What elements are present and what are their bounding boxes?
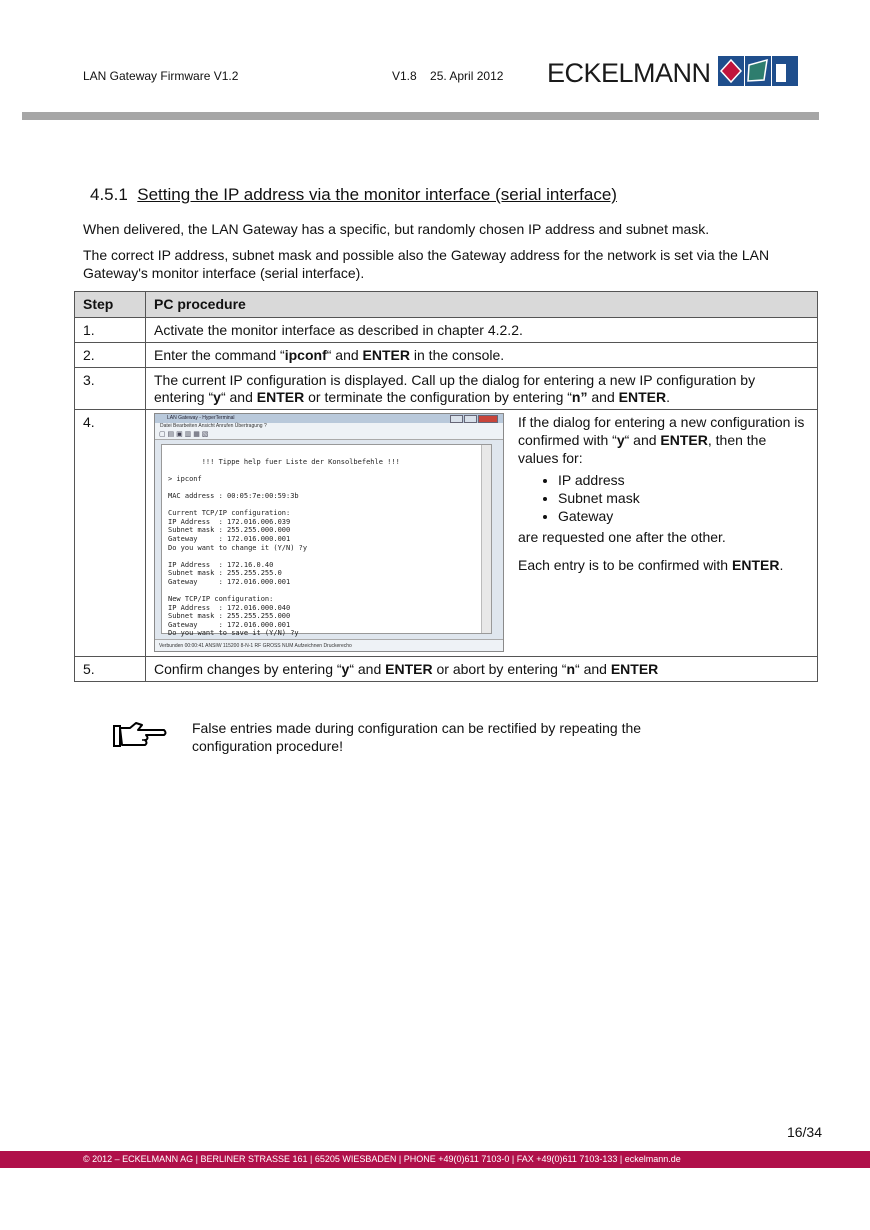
- step-column-header: Step: [75, 292, 146, 318]
- step-number: 3.: [75, 368, 146, 410]
- step-4-description: [518, 413, 809, 652]
- terminal-scrollbar: [481, 445, 491, 633]
- table-row: [75, 343, 818, 368]
- terminal-output: [161, 444, 492, 638]
- pointing-hand-icon: [112, 720, 168, 748]
- note-text: False entries made during configuration can be rectified by repeating the configuration procedure!: [192, 720, 642, 754]
- step-text: The current IP configuration is displayed. Call up the dialog for entering a new IP configuration by entering “y“ and ENTER or terminate the configuration by entering “n” and ENTER.: [146, 368, 818, 410]
- section-number: 4.5.1: [90, 185, 128, 204]
- version-date: V1.8 25. April 2012: [392, 69, 504, 83]
- hyperterminal-screenshot: [154, 413, 504, 652]
- procedure-column-header: PC procedure: [146, 292, 818, 318]
- step-text: are requested one after the other.: [518, 529, 726, 545]
- header-rule: [22, 112, 819, 120]
- footer-bar: [0, 1151, 870, 1168]
- list-item: • Subnet mask: [558, 489, 809, 507]
- value-list: [518, 471, 809, 525]
- footer-text: © 2012 – ECKELMANN AG | BERLINER STRASSE 161 | 65205 WIESBADEN | PHONE +49(0)611 7103-0 | FAX +49(0)611 7103-133 | eckelmann.de: [83, 1154, 681, 1164]
- procedure-table: [74, 291, 818, 682]
- intro-paragraph-1: When delivered, the LAN Gateway has a specific, but randomly chosen IP address and subnet mask.: [83, 221, 710, 237]
- step-text: Confirm changes by entering “y“ and ENTER or abort by entering “n“ and ENTER: [146, 657, 818, 682]
- step-number: 5.: [75, 657, 146, 682]
- minimize-icon: [450, 415, 463, 423]
- list-item: • IP address: [558, 471, 809, 489]
- terminal-title: LAN Gateway - HyperTerminal: [155, 414, 503, 423]
- company-logo-icon: [718, 56, 798, 86]
- document-title: LAN Gateway Firmware V1.2: [83, 69, 239, 83]
- section-title: Setting the IP address via the monitor interface (serial interface): [137, 185, 617, 204]
- step-number: 2.: [75, 343, 146, 368]
- maximize-icon: [464, 415, 477, 423]
- company-logo-text: ECKELMANN: [547, 58, 711, 88]
- step-number: 4.: [75, 410, 146, 657]
- intro-paragraph-2: The correct IP address, subnet mask and possible also the Gateway address for the network is set via the LAN Gateway's monitor interface (serial interface).: [83, 247, 770, 281]
- terminal-text: !!! Tippe help fuer Liste der Konsolbefehle !!! > ipconf MAC address : 00:05:7e:00:59:3b Current TCP/IP configuration: IP Address : 172.016.006.039 Subnet mask : 255.255.000.000 Gateway : 172.016.000.001 Do you want to change it (Y/N) ?y IP Address : 172.16.0.40 Subnet mask : 255.255.255.0 Gateway : 172.016.000.001 New TCP/IP configuration: IP Address : 172.016.000.040 Subnet mask : 255.255.255.000 Gateway : 172.016.000.001 Do you want to save it (Y/N) ?y: [168, 457, 400, 638]
- table-row: [75, 657, 818, 682]
- terminal-toolbar: ▢ ▤ ▣ ▥ ▦ ▧: [155, 430, 503, 440]
- table-header-row: [75, 292, 818, 318]
- table-row: [75, 410, 818, 657]
- step-content: [146, 410, 818, 657]
- page-number: 16/34: [786, 1124, 822, 1140]
- section-heading: [90, 185, 617, 205]
- table-row: [75, 318, 818, 343]
- step-text: Activate the monitor interface as described in chapter 4.2.2.: [146, 318, 818, 343]
- terminal-status-bar: Verbunden 00:00:41 ANSIW 115200 8-N-1 RF GROSS NUM Aufzeichnen Druckerecho: [155, 639, 503, 651]
- step-text: Enter the command “ipconf“ and ENTER in the console.: [146, 343, 818, 368]
- step-number: 1.: [75, 318, 146, 343]
- step-text: If the dialog for entering a new configuration is confirmed with “y“ and ENTER, then the values for:: [518, 414, 805, 466]
- close-icon: [478, 415, 498, 423]
- list-item: • Gateway: [558, 507, 809, 525]
- terminal-menu: Datei Bearbeiten Ansicht Anrufen Übertragung ?: [155, 423, 503, 430]
- table-row: [75, 368, 818, 410]
- step-text: Each entry is to be confirmed with ENTER.: [518, 557, 784, 573]
